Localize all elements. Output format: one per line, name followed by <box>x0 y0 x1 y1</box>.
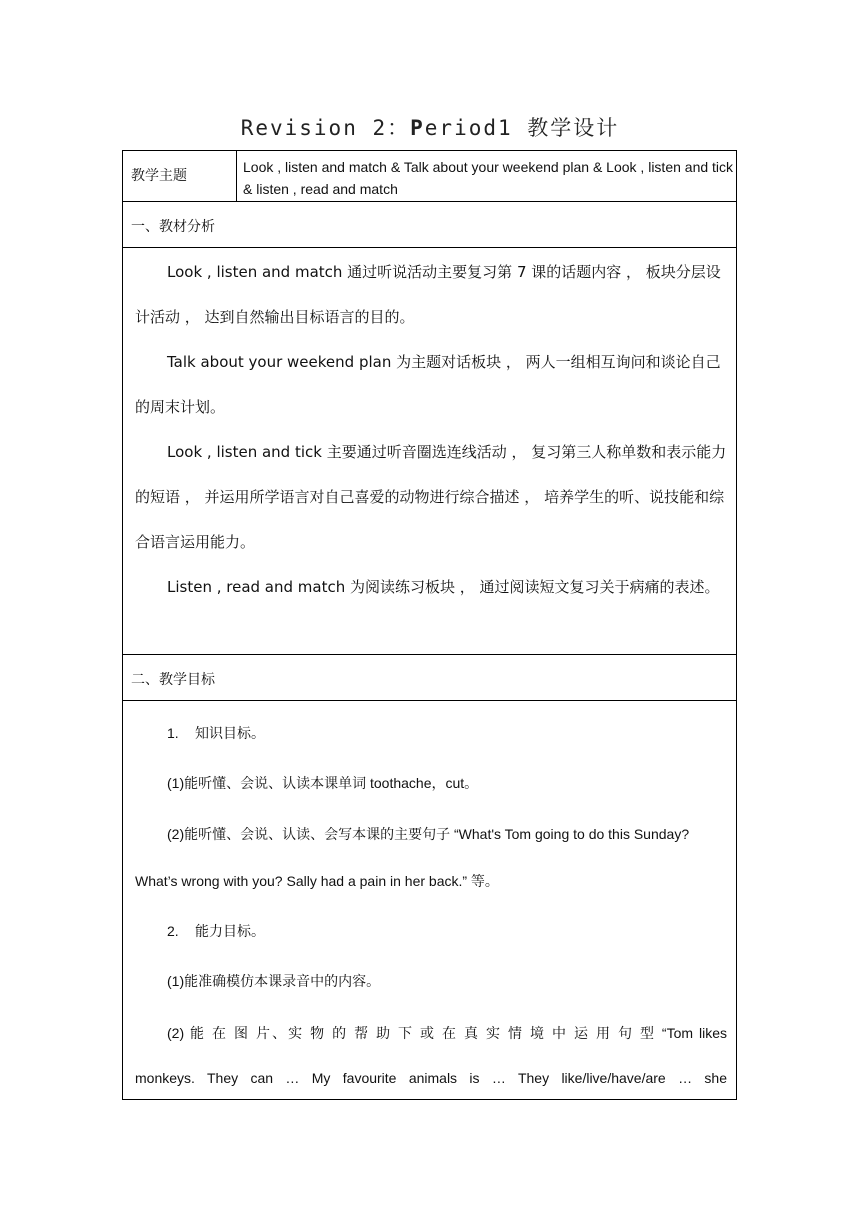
topic-value: Look , listen and match & Talk about your weekend plan & Look , listen and tick & listen , read and match <box>243 159 734 197</box>
document-title: Revision 2：Period1 教学设计 <box>240 116 620 140</box>
goals-body <box>122 700 737 1100</box>
section-heading-row-goals <box>122 654 737 701</box>
analysis-paragraph: Talk about your weekend plan 为主题对话板块 ， 两人一组相互询问和谈论自己的周末计划。 <box>135 353 721 416</box>
analysis-paragraph: Look , listen and match 通过听说活动主要复习第 7 课的话题内容 ， 板块分层设计活动 ， 达到自然输出目标语言的目的。 <box>135 263 721 326</box>
analysis-body <box>122 247 737 655</box>
knowledge-goal-1: (1)能听懂、会说、认读本课单词 toothache，cut。 <box>167 775 479 791</box>
section-heading-analysis: 一、教材分析 <box>131 219 215 235</box>
goal-item-ability: 2. 能力目标。 <box>167 923 265 939</box>
ability-goal-2-line-2: monkeys. They can … My favourite animals is … They like/live/have/are … she <box>135 1070 727 1086</box>
knowledge-goal-2: (2)能听懂、会说、认读、会写本课的主要句子 “What's Tom going to do this Sunday? What’s wrong with you? Sally had a pain in her back.” 等。 <box>135 826 690 889</box>
topic-row <box>122 150 737 202</box>
goal-item-knowledge: 1. 知识目标。 <box>167 725 265 741</box>
ability-goal-2-line-1: (2) 能 在 图 片、实 物 的 帮 助 下 或 在 真 实 情 境 中 运 用 句 型 “Tom likes <box>167 1025 727 1041</box>
analysis-paragraph: Look , listen and tick 主要通过听音圈选连线活动 ， 复习第三人称单数和表示能力的短语 ， 并运用所学语言对自己喜爱的动物进行综合描述 ， 培养学生的听、说技能和综合语言运用能力。 <box>135 443 727 551</box>
topic-label: 教学主题 <box>123 151 237 201</box>
analysis-paragraph: Listen , read and match 为阅读练习板块 ， 通过阅读短文复习关于病痛的表述。 <box>167 578 720 596</box>
ability-goal-1: (1)能准确模仿本课录音中的内容。 <box>167 973 381 989</box>
section-heading-row-analysis <box>122 201 737 248</box>
section-heading-goals: 二、教学目标 <box>131 672 215 688</box>
